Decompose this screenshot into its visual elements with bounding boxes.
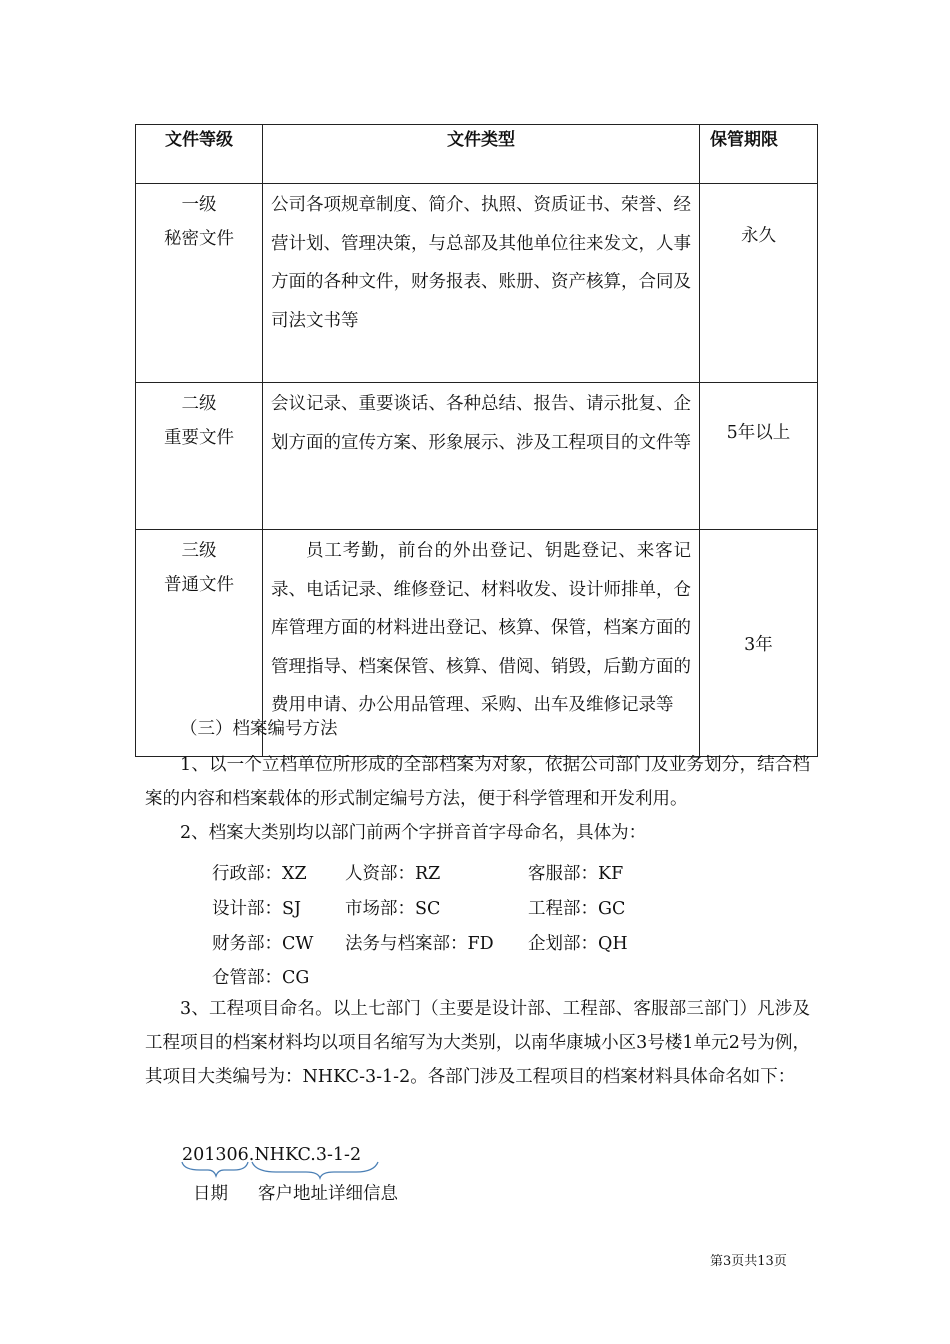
label-date: 日期 xyxy=(193,1184,228,1204)
grade-name: 普通文件 xyxy=(164,575,234,595)
file-grade-table xyxy=(135,124,818,757)
dept-code: 工程部：GC xyxy=(528,899,626,919)
dept-code: 企划部：QH xyxy=(528,934,628,954)
label-address: 客户地址详细信息 xyxy=(258,1184,398,1204)
paragraph-2: 2、档案大类别均以部门前两个字拼音首字母命名，具体为： xyxy=(180,823,647,843)
dept-code: 客服部：KF xyxy=(528,864,624,884)
retention-period: 3年 xyxy=(700,530,818,757)
file-types: 公司各项规章制度、简介、执照、资质证书、荣誉、经营计划、管理决策，与总部及其他单位往来发文，人事方面的各种文件，财务报表、账册、资产核算，合同及司法文书等 xyxy=(263,184,700,383)
retention-period: 永久 xyxy=(700,184,818,383)
dept-code: 设计部：SJ xyxy=(212,899,302,919)
file-types: 会议记录、重要谈话、各种总结、报告、请示批复、企划方面的宣传方案、形象展示、涉及工程项目的文件等 xyxy=(263,383,700,530)
grade-level: 二级 xyxy=(181,394,217,414)
brace-annotation xyxy=(180,1160,400,1180)
address-brace xyxy=(252,1162,378,1178)
section-title: （三）档案编号方法 xyxy=(180,719,338,739)
grade-level: 一级 xyxy=(181,195,217,215)
example-code: 201306.NHKC.3-1-2 xyxy=(182,1145,362,1165)
table-row xyxy=(136,383,818,530)
page-footer: 第3页共13页 xyxy=(710,1254,787,1269)
table-row xyxy=(136,184,818,383)
file-types: 员工考勤，前台的外出登记、钥匙登记、来客记录、电话记录、维修登记、材料收发、设计师排单，仓库管理方面的材料进出登记、核算、保管，档案方面的管理指导、档案保管、核算、借阅、销毁，后勤方面的费用申请、办公用品管理、采购、出车及维修记录等 xyxy=(263,530,700,757)
grade-cell xyxy=(136,184,263,383)
date-brace xyxy=(182,1162,248,1176)
dept-code: 市场部：SC xyxy=(345,899,441,919)
dept-code: 法务与档案部：FD xyxy=(345,934,494,954)
paragraph-3: 3、工程项目命名。以上七部门（主要是设计部、工程部、客服部三部门）凡涉及工程项目的档案材料均以项目名缩写为大类别，以南华康城小区3号楼1单元2号为例，其项目大类编号为：NHKC-3-1-2。各部门涉及工程项目的档案材料具体命名如下： xyxy=(145,999,810,1087)
retention-period: 5年以上 xyxy=(700,383,818,530)
grade-name: 重要文件 xyxy=(164,428,234,448)
header-file-type: 文件类型 xyxy=(263,125,700,184)
dept-code: 仓管部：CG xyxy=(212,968,310,988)
dept-code: 行政部：XZ xyxy=(212,864,307,884)
header-file-grade: 文件等级 xyxy=(136,125,263,184)
header-retention-period: 保管期限 xyxy=(700,125,818,184)
grade-level: 三级 xyxy=(181,541,217,561)
dept-code: 财务部：CW xyxy=(212,934,314,954)
paragraph-1: 1、以一个立档单位所形成的全部档案为对象，依据公司部门及业务划分，结合档案的内容和档案载体的形式制定编号方法，便于科学管理和开发利用。 xyxy=(145,755,810,809)
grade-name: 秘密文件 xyxy=(164,229,234,249)
table-header-row xyxy=(136,125,818,184)
dept-code: 人资部：RZ xyxy=(345,864,441,884)
grade-cell xyxy=(136,383,263,530)
